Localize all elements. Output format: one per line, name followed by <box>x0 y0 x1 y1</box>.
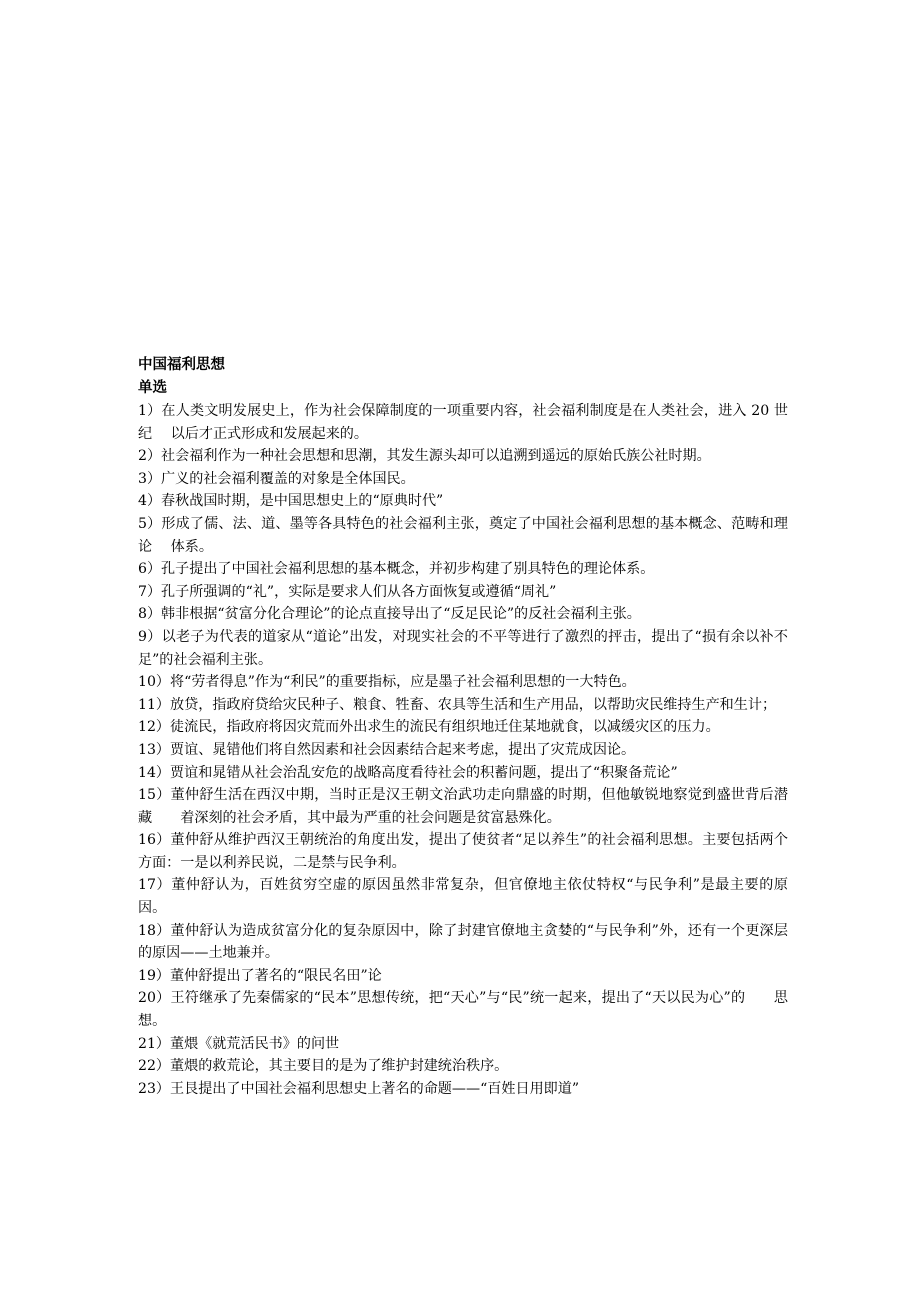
list-item: 17）董仲舒认为，百姓贫穷空虚的原因虽然非常复杂，但官僚地主依仗特权“与民争利”是最主要的原因。 <box>138 877 788 917</box>
list-item: 21）董煨《就荒活民书》的问世 <box>138 1035 340 1052</box>
list-item: 12）徒流民，指政府将因灾荒而外出求生的流民有组织地迁住某地就食，以减缓灾区的压力。 <box>138 719 720 736</box>
list-item: 3）广义的社会福利覆盖的对象是全体国民。 <box>138 470 415 487</box>
list-item: 6）孔子提出了中国社会福利思想的基本概念，并初步构建了别具特色的理论体系。 <box>138 561 655 578</box>
document-body <box>138 354 817 1100</box>
list-item: 1）在人类文明发展史上，作为社会保障制度的一项重要内容，社会福利制度是在人类社会，进入 20 世纪 以后才正式形成和发展起来的。 <box>138 403 788 442</box>
list-item: 18）董仲舒认为造成贫富分化的复杂原因中，除了封建官僚地主贪婪的“与民争利”外，还有一个更深层 的原因——土地兼并。 <box>138 922 817 962</box>
list-item: 7）孔子所强调的“礼”，实际是要求人们从各方面恢复或遵循“周礼” <box>138 583 557 600</box>
list-item: 15）董仲舒生活在西汉中期，当时正是汉王朝文治武功走向鼎盛的时期，但他敏锐地察觉到盛世背后潜藏 着深刻的社会矛盾，其中最为严重的社会问题是贫富悬殊化。 <box>138 787 788 826</box>
list-item: 13）贾谊、晁错他们将自然因素和社会因素结合起来考虑，提出了灾荒成因论。 <box>138 741 636 758</box>
list-item: 9）以老子为代表的道家从“道论”出发，对现实社会的不平等进行了激烈的抨击，提出了“损有余以补不 足”的社会福利主张。 <box>138 628 807 668</box>
list-item: 23）王艮提出了中国社会福利思想史上著名的命题——“百姓日用即道” <box>138 1080 580 1097</box>
list-item: 22）董煨的救荒论，其主要目的是为了维护封建统治秩序。 <box>138 1058 509 1075</box>
section-label: 单选 <box>138 380 167 396</box>
list-item: 14）贾谊和晁错从社会治乱安危的战略高度看待社会的积蓄问题，提出了“积聚备荒论” <box>138 764 678 781</box>
list-item: 11）放贷，指政府贷给灾民种子、粮食、牲畜、农具等生活和生产用品，以帮助灾民维持生产和生计； <box>138 696 777 713</box>
list-item: 19）董仲舒提出了著名的“限民名田”论 <box>138 967 382 984</box>
list-item: 20）王符继承了先秦儒家的“民本”思想传统，把“天心”与“民”统一起来，提出了“天以民为心”的 思想。 <box>138 990 788 1030</box>
list-item: 8）韩非根据“贫富分化合理论”的论点直接导出了“反足民论”的反社会福利主张。 <box>138 606 641 623</box>
list-item: 10）将“劳者得息”作为“利民”的重要指标，应是墨子社会福利思想的一大特色。 <box>138 674 636 691</box>
list-item: 2）社会福利作为一种社会思想和思潮，其发生源头却可以追溯到遥远的原始氏族公社时期。 <box>138 448 711 465</box>
document-title: 中国福利思想 <box>138 357 225 373</box>
list-item: 4）春秋战国时期，是中国思想史上的“原典时代” <box>138 493 444 510</box>
list-item: 16）董仲舒从维护西汉王朝统治的角度出发，提出了使贫者“足以养生”的社会福利思想。主要包括两个 方面：一是以利养民说，二是禁与民争利。 <box>138 832 817 871</box>
item-list <box>138 400 817 1100</box>
list-item: 5）形成了儒、法、道、墨等各具特色的社会福利主张，奠定了中国社会福利思想的基本概念、范畴和理论 体系。 <box>138 515 788 555</box>
